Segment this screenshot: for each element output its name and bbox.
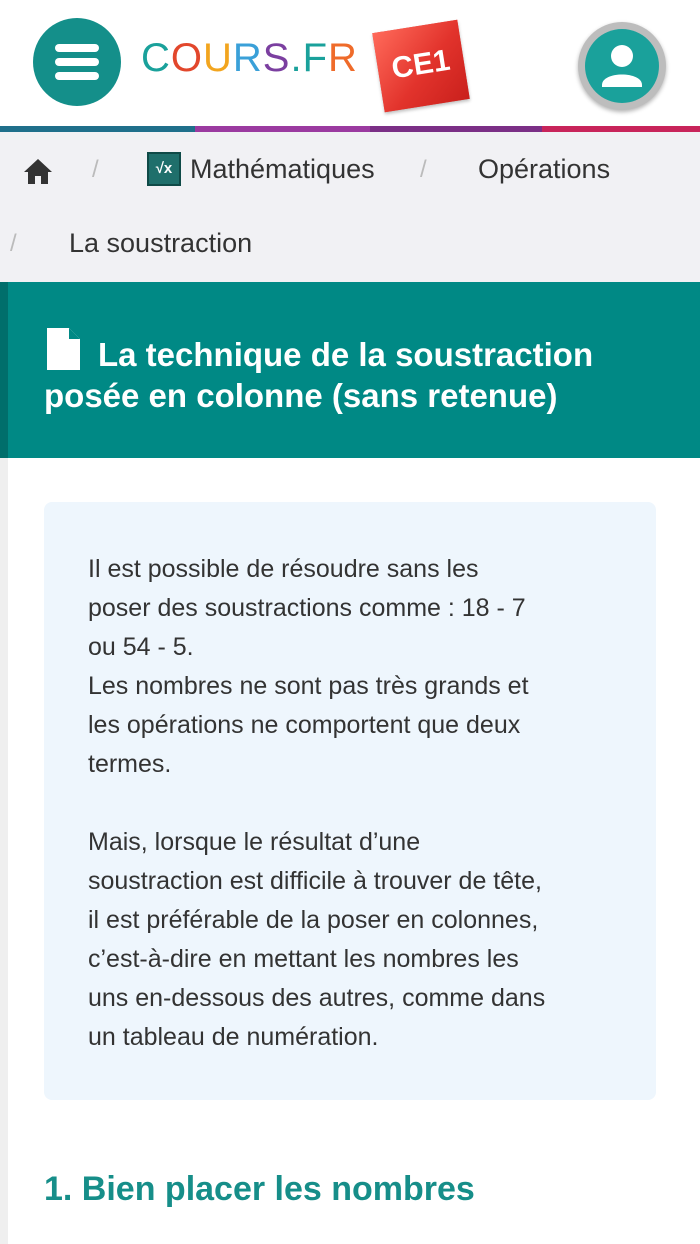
home-icon[interactable] [22, 156, 54, 186]
text-line: Il est possible de résoudre sans les [88, 555, 479, 583]
section-heading: 1. Bien placer les nombres [44, 1170, 475, 1208]
breadcrumb-item-operations[interactable]: Opérations [478, 154, 611, 184]
breadcrumb-separator: / [10, 230, 17, 257]
text-line: un tableau de numération. [88, 1023, 379, 1051]
intro-text [88, 550, 628, 1057]
user-icon [585, 29, 659, 103]
text-line: les opérations ne comportent que deux [88, 711, 521, 739]
paragraph-gap [88, 784, 628, 823]
text-line: il est préférable de la poser en colonnes, [88, 906, 539, 934]
text-line: soustraction est difficile à trouver de tête, [88, 867, 542, 895]
hamburger-menu-icon-bar [55, 72, 99, 80]
breadcrumb [0, 132, 700, 282]
math-subject-icon: √x [147, 152, 181, 186]
text-line: uns en-dessous des autres, comme dans [88, 984, 546, 1012]
text-line: Mais, lorsque le résultat d’une [88, 828, 421, 856]
breadcrumb-item-mathematiques[interactable]: Mathématiques [190, 154, 375, 184]
breadcrumb-row-2 [0, 206, 700, 280]
logo-letter: R [232, 36, 263, 80]
intro-paragraph-1 [88, 550, 628, 784]
logo-letter: S [262, 36, 291, 80]
text-line: termes. [88, 750, 172, 778]
text-line: c’est-à-dire en mettant les nombres les [88, 945, 519, 973]
title-band-edge [0, 282, 8, 458]
logo-letter: R [328, 36, 358, 80]
menu-button[interactable] [33, 18, 121, 106]
level-badge [372, 20, 469, 112]
header [0, 0, 700, 126]
intro-box [44, 502, 656, 1100]
hamburger-menu-icon-bar [55, 58, 99, 66]
page-title: La technique de la soustraction posée en colonne (sans retenue) [44, 336, 594, 414]
logo-letter: C [141, 36, 171, 80]
breadcrumb-separator: / [92, 156, 99, 183]
hamburger-menu-icon [55, 44, 99, 52]
logo-letter: F [302, 36, 329, 80]
logo-letter: . [290, 36, 303, 80]
logo-letter: O [170, 36, 204, 80]
site-logo[interactable] [141, 36, 358, 81]
text-line: poser des soustractions comme : 18 - 7 [88, 594, 526, 622]
user-account-button[interactable] [578, 22, 666, 110]
level-badge-label: CE1 [389, 43, 453, 86]
breadcrumb-row-1 [0, 132, 700, 206]
text-line: Les nombres ne sont pas très grands et [88, 672, 529, 700]
intro-paragraph-2 [88, 823, 628, 1057]
content-edge [0, 458, 8, 1244]
avatar-ring [585, 29, 659, 103]
breadcrumb-separator: / [420, 156, 427, 183]
text-line: ou 54 - 5. [88, 633, 194, 661]
logo-letter: U [203, 36, 233, 80]
breadcrumb-item-current: La soustraction [69, 228, 253, 258]
